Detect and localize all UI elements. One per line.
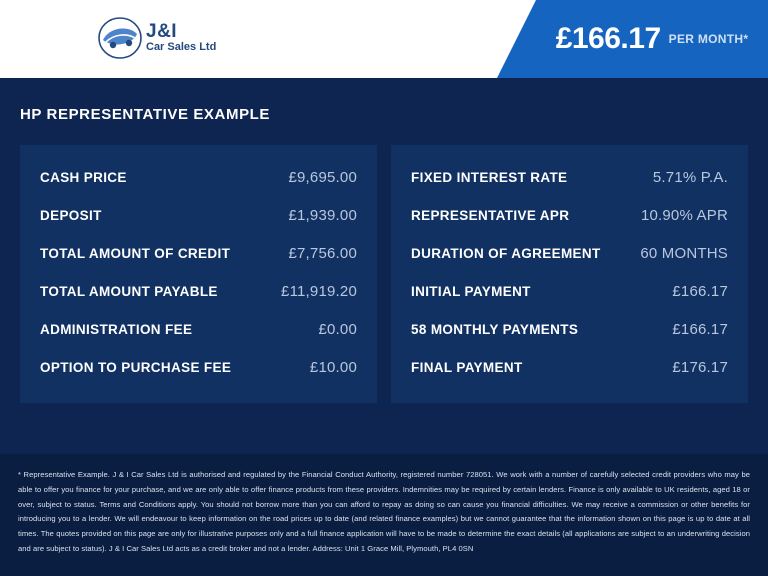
row-label: OPTION TO PURCHASE FEE	[40, 360, 232, 375]
row-value: £9,695.00	[288, 169, 357, 186]
row-label: TOTAL AMOUNT OF CREDIT	[40, 246, 231, 261]
row-label: CASH PRICE	[40, 170, 127, 185]
page-header	[0, 0, 768, 78]
monthly-price-amount: £166.17	[555, 22, 661, 55]
row-value: £7,756.00	[288, 245, 357, 262]
row-label: INITIAL PAYMENT	[411, 284, 531, 299]
table-row	[411, 159, 728, 197]
row-value: £10.00	[309, 359, 357, 376]
finance-panel-left	[20, 145, 377, 403]
table-row	[40, 311, 357, 349]
row-value: 5.71% P.A.	[652, 169, 728, 186]
car-logo-icon	[96, 14, 144, 62]
row-value: 60 MONTHS	[640, 245, 728, 262]
table-row	[40, 235, 357, 273]
disclaimer-text: * Representative Example. J & I Car Sales Ltd is authorised and regulated by the Financial Conduct Authority, registered number 728051. We work with a number of carefully selected credit providers who may be able to offer you finance for your purchase, and we are only able to offer finance products from these providers. Indemnities may be required by certain lenders. Finance is only available to UK residents, aged 18 or over, subject to status. Terms and Conditions apply. You should not borrow more than you can afford to repay as doing so can cause you financial difficulties. We may receive a commission or other benefits for introducing you to a lender. We will endeavour to keep information on the road prices up to date (and related finance examples) but we cannot guarantee that the information shown on this page is up to date at all times. The quotes provided on this page are only for illustrative purposes only and a full finance application will have to be made to determine the exact details (all applications are subject to an underwriting decision and are subject to status). J & I Car Sales Ltd acts as a credit broker and not a lender. Address: Unit 1 Grace Mill, Plymouth, PL4 0SN	[18, 470, 750, 553]
brand-initials: J&I	[146, 21, 178, 43]
brand-wordmark	[146, 22, 216, 53]
finance-panel-right	[391, 145, 748, 403]
row-value: £11,919.20	[281, 283, 357, 300]
row-label: TOTAL AMOUNT PAYABLE	[40, 284, 218, 299]
row-label: DURATION OF AGREEMENT	[411, 246, 601, 261]
row-label: DEPOSIT	[40, 208, 102, 223]
table-row	[411, 273, 728, 311]
row-value: £166.17	[672, 321, 728, 338]
monthly-price-banner	[536, 0, 768, 78]
table-row	[40, 197, 357, 235]
row-value: £0.00	[318, 321, 357, 338]
row-value: 10.90% APR	[640, 207, 728, 224]
row-label: REPRESENTATIVE APR	[411, 208, 570, 223]
row-label: 58 MONTHLY PAYMENTS	[411, 322, 579, 337]
row-value: £176.17	[672, 359, 728, 376]
disclaimer-band	[0, 454, 768, 576]
table-row	[411, 197, 728, 235]
table-row	[40, 273, 357, 311]
table-row	[411, 235, 728, 273]
brand-subtitle: Car Sales Ltd	[146, 41, 217, 54]
page-title: HP REPRESENTATIVE EXAMPLE	[20, 106, 271, 123]
row-label: ADMINISTRATION FEE	[40, 322, 193, 337]
row-label: FIXED INTEREST RATE	[411, 170, 568, 185]
row-value: £166.17	[672, 283, 728, 300]
table-row	[411, 349, 728, 387]
row-value: £1,939.00	[288, 207, 357, 224]
finance-details-panels	[0, 123, 768, 403]
row-label: FINAL PAYMENT	[411, 360, 523, 375]
table-row	[40, 159, 357, 197]
table-row	[411, 311, 728, 349]
monthly-price-period: PER MONTH*	[668, 32, 749, 46]
table-row	[40, 349, 357, 387]
brand-logo[interactable]	[96, 14, 216, 62]
